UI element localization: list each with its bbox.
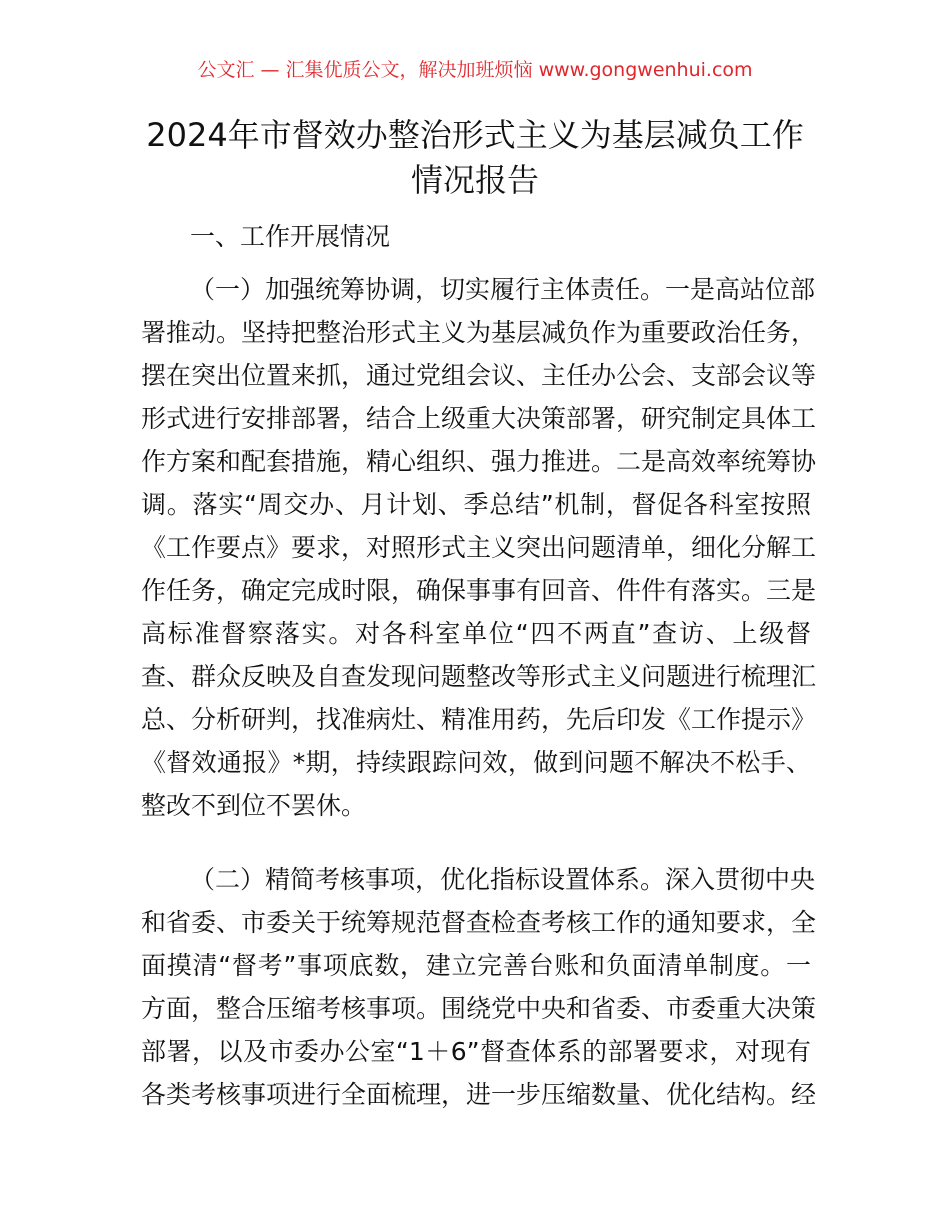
paragraph-1-line: 摆在突出位置来抓，通过党组会议、主任办公会、支部会议等 <box>141 361 817 390</box>
paragraph-2-line: 面摸清“督考”事项底数，建立完善台账和负面清单制度。一 <box>141 951 811 980</box>
paragraph-1-line: 《督效通报》*期，持续跟踪问效，做到问题不解决不松手、 <box>141 748 811 777</box>
paragraph-1-line: （一）加强统筹协调，切实履行主体责任。一是高站位部 <box>190 275 816 304</box>
paragraph-1-line: 总、分析研判，找准病灶、精准用药，先后印发《工作提示》 <box>141 705 817 734</box>
paragraph-1-line: 整改不到位不罢休。 <box>141 791 367 820</box>
paragraph-2-line: 和省委、市委关于统筹规范督查检查考核工作的通知要求，全 <box>141 908 817 937</box>
paragraph-2-line: 各类考核事项进行全面梳理，进一步压缩数量、优化结构。经 <box>141 1080 817 1109</box>
paragraph-2-line: 方面，整合压缩考核事项。围绕党中央和省委、市委重大决策 <box>141 994 817 1023</box>
watermark-header: 公文汇 — 汇集优质公文，解决加班烦恼 www.gongwenhui.com <box>197 59 753 81</box>
paragraph-1-line: 作方案和配套措施，精心组织、强力推进。二是高效率统筹协 <box>141 447 817 476</box>
document-title-line-1: 2024年市督效办整治形式主义为基层减负工作 <box>146 116 804 154</box>
paragraph-1-line: 高标准督察落实。对各科室单位“四不两直”查访、上级督 <box>141 619 811 648</box>
paragraph-2-line: 部署，以及市委办公室“1＋6”督查体系的部署要求，对现有 <box>141 1037 811 1066</box>
paragraph-1-line: 调。落实“周交办、月计划、季总结”机制，督促各科室按照 <box>141 490 811 519</box>
paragraph-1-line: 形式进行安排部署，结合上级重大决策部署，研究制定具体工 <box>141 404 817 433</box>
document-title-line-2: 情况报告 <box>410 161 539 199</box>
paragraph-1-line: 《工作要点》要求，对照形式主义突出问题清单，细化分解工 <box>141 533 817 562</box>
section-heading: 一、工作开展情况 <box>190 222 391 251</box>
paragraph-1-line: 作任务，确定完成时限，确保事事有回音、件件有落实。三是 <box>141 576 817 605</box>
paragraph-1-line: 查、群众反映及自查发现问题整改等形式主义问题进行梳理汇 <box>141 662 817 691</box>
paragraph-2-line: （二）精简考核事项，优化指标设置体系。深入贯彻中央 <box>190 865 816 894</box>
paragraph-1-line: 署推动。坚持把整治形式主义为基层减负作为重要政治任务， <box>141 318 817 347</box>
